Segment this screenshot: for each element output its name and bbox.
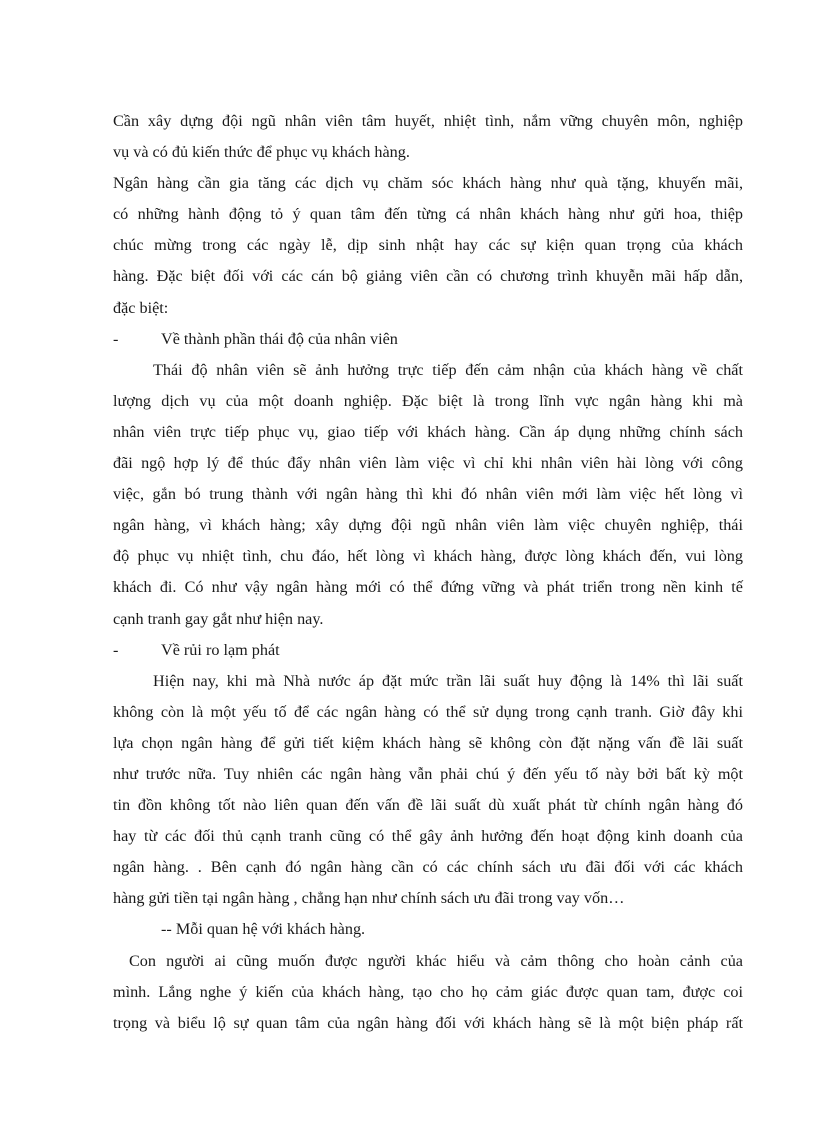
paragraph-line: hàng gửi tiền tại ngân hàng , chẳng hạn như chính sách ưu đãi trong vay vốn… bbox=[113, 889, 625, 908]
paragraph-line: Ngân hàng cần gia tăng các dịch vụ chăm sóc khách hàng như quà tặng, khuyến mãi, bbox=[113, 174, 743, 193]
bullet-text: Về rủi ro lạm phát bbox=[161, 640, 280, 659]
bullet-dash: - bbox=[113, 329, 119, 348]
paragraph-line: Thái độ nhân viên sẽ ảnh hưởng trực tiếp đến cảm nhận của khách hàng về chất bbox=[153, 360, 743, 379]
paragraph-line: không còn là một yếu tố để các ngân hàng có thể sử dụng trong cạnh tranh. Giờ đây khi bbox=[113, 702, 743, 721]
paragraph-line: việc, gắn bó trung thành với ngân hàng thì khi đó nhân viên mới làm việc hết lòng vì bbox=[113, 485, 743, 504]
paragraph-line: lượng dịch vụ của một doanh nghiệp. Đặc biệt là trong lĩnh vực ngân hàng khi mà bbox=[113, 391, 743, 410]
paragraph-line: như trước nữa. Tuy nhiên các ngân hàng vẫn phải chú ý đến yếu tố này bởi bất kỳ một bbox=[113, 764, 743, 783]
paragraph-line: trọng và biểu lộ sự quan tâm của ngân hàng đối với khách hàng sẽ là một biện pháp rất bbox=[113, 1013, 743, 1032]
paragraph-line: đãi ngộ hợp lý để thúc đẩy nhân viên làm việc vì chỉ khi nhân viên hài lòng với công bbox=[113, 454, 743, 473]
bullet-heading bbox=[113, 324, 743, 355]
paragraph-line: lựa chọn ngân hàng để gửi tiết kiệm khách hàng sẽ không còn đặt nặng vấn đề lãi suất bbox=[113, 733, 743, 752]
paragraph-line: Hiện nay, khi mà Nhà nước áp đặt mức trần lãi suất huy động là 14% thì lãi suất bbox=[153, 671, 743, 690]
paragraph-line: vụ và có đủ kiến thức để phục vụ khách hàng. bbox=[113, 143, 410, 162]
paragraph-line: nhân viên trực tiếp phục vụ, giao tiếp với khách hàng. Cần áp dụng những chính sách bbox=[113, 422, 743, 441]
bullet-dash: - bbox=[113, 640, 119, 659]
paragraph-line: ngân hàng. . Bên cạnh đó ngân hàng cần có các chính sách ưu đãi đối với các khách bbox=[113, 858, 743, 877]
paragraph-line: ngân hàng, vì khách hàng; xây dựng đội ngũ nhân viên làm việc chuyên nghiệp, thái bbox=[113, 516, 743, 535]
paragraph-line: có những hành động tỏ ý quan tâm đến từng cá nhân khách hàng như gửi hoa, thiệp bbox=[113, 205, 743, 224]
bullet-text: Về thành phần thái độ của nhân viên bbox=[161, 329, 398, 348]
paragraph-line: hàng. Đặc biệt đối với các cán bộ giảng viên cần có chương trình khuyễn mãi hấp dẫn, bbox=[113, 267, 743, 286]
paragraph-line: đặc biệt: bbox=[113, 298, 169, 317]
paragraph-line: mình. Lắng nghe ý kiến của khách hàng, tạo cho họ cảm giác được quan tam, được coi bbox=[113, 982, 743, 1001]
paragraph-line: độ phục vụ nhiệt tình, chu đáo, hết lòng vì khách hàng, được lòng khách đến, vui lòng bbox=[113, 547, 743, 566]
paragraph-line: khách đi. Có như vậy ngân hàng mới có thể đứng vững và phát triển trong nền kinh tế bbox=[113, 578, 743, 597]
paragraph-line: hay từ các đối thủ cạnh tranh cũng có thể gây ảnh hưởng đến hoạt động kinh doanh của bbox=[113, 827, 743, 846]
paragraph-line: -- Mỗi quan hệ với khách hàng. bbox=[161, 920, 366, 939]
paragraph-line: chúc mừng trong các ngày lễ, dịp sinh nhật hay các sự kiện quan trọng của khách bbox=[113, 236, 743, 255]
document-page bbox=[113, 106, 743, 1039]
paragraph-line: Con người ai cũng muốn được người khác hiểu và cảm thông cho hoàn cảnh của bbox=[129, 951, 743, 970]
bullet-heading bbox=[113, 635, 743, 666]
paragraph-line: tin đồn không tốt nào liên quan đến vấn đề lãi suất dù xuất phát từ chính ngân hàng đó bbox=[113, 796, 743, 815]
paragraph-line: Cần xây dựng đội ngũ nhân viên tâm huyết, nhiệt tình, nắm vững chuyên môn, nghiệp bbox=[113, 112, 743, 130]
paragraph-line: cạnh tranh gay gắt như hiện nay. bbox=[113, 609, 324, 628]
